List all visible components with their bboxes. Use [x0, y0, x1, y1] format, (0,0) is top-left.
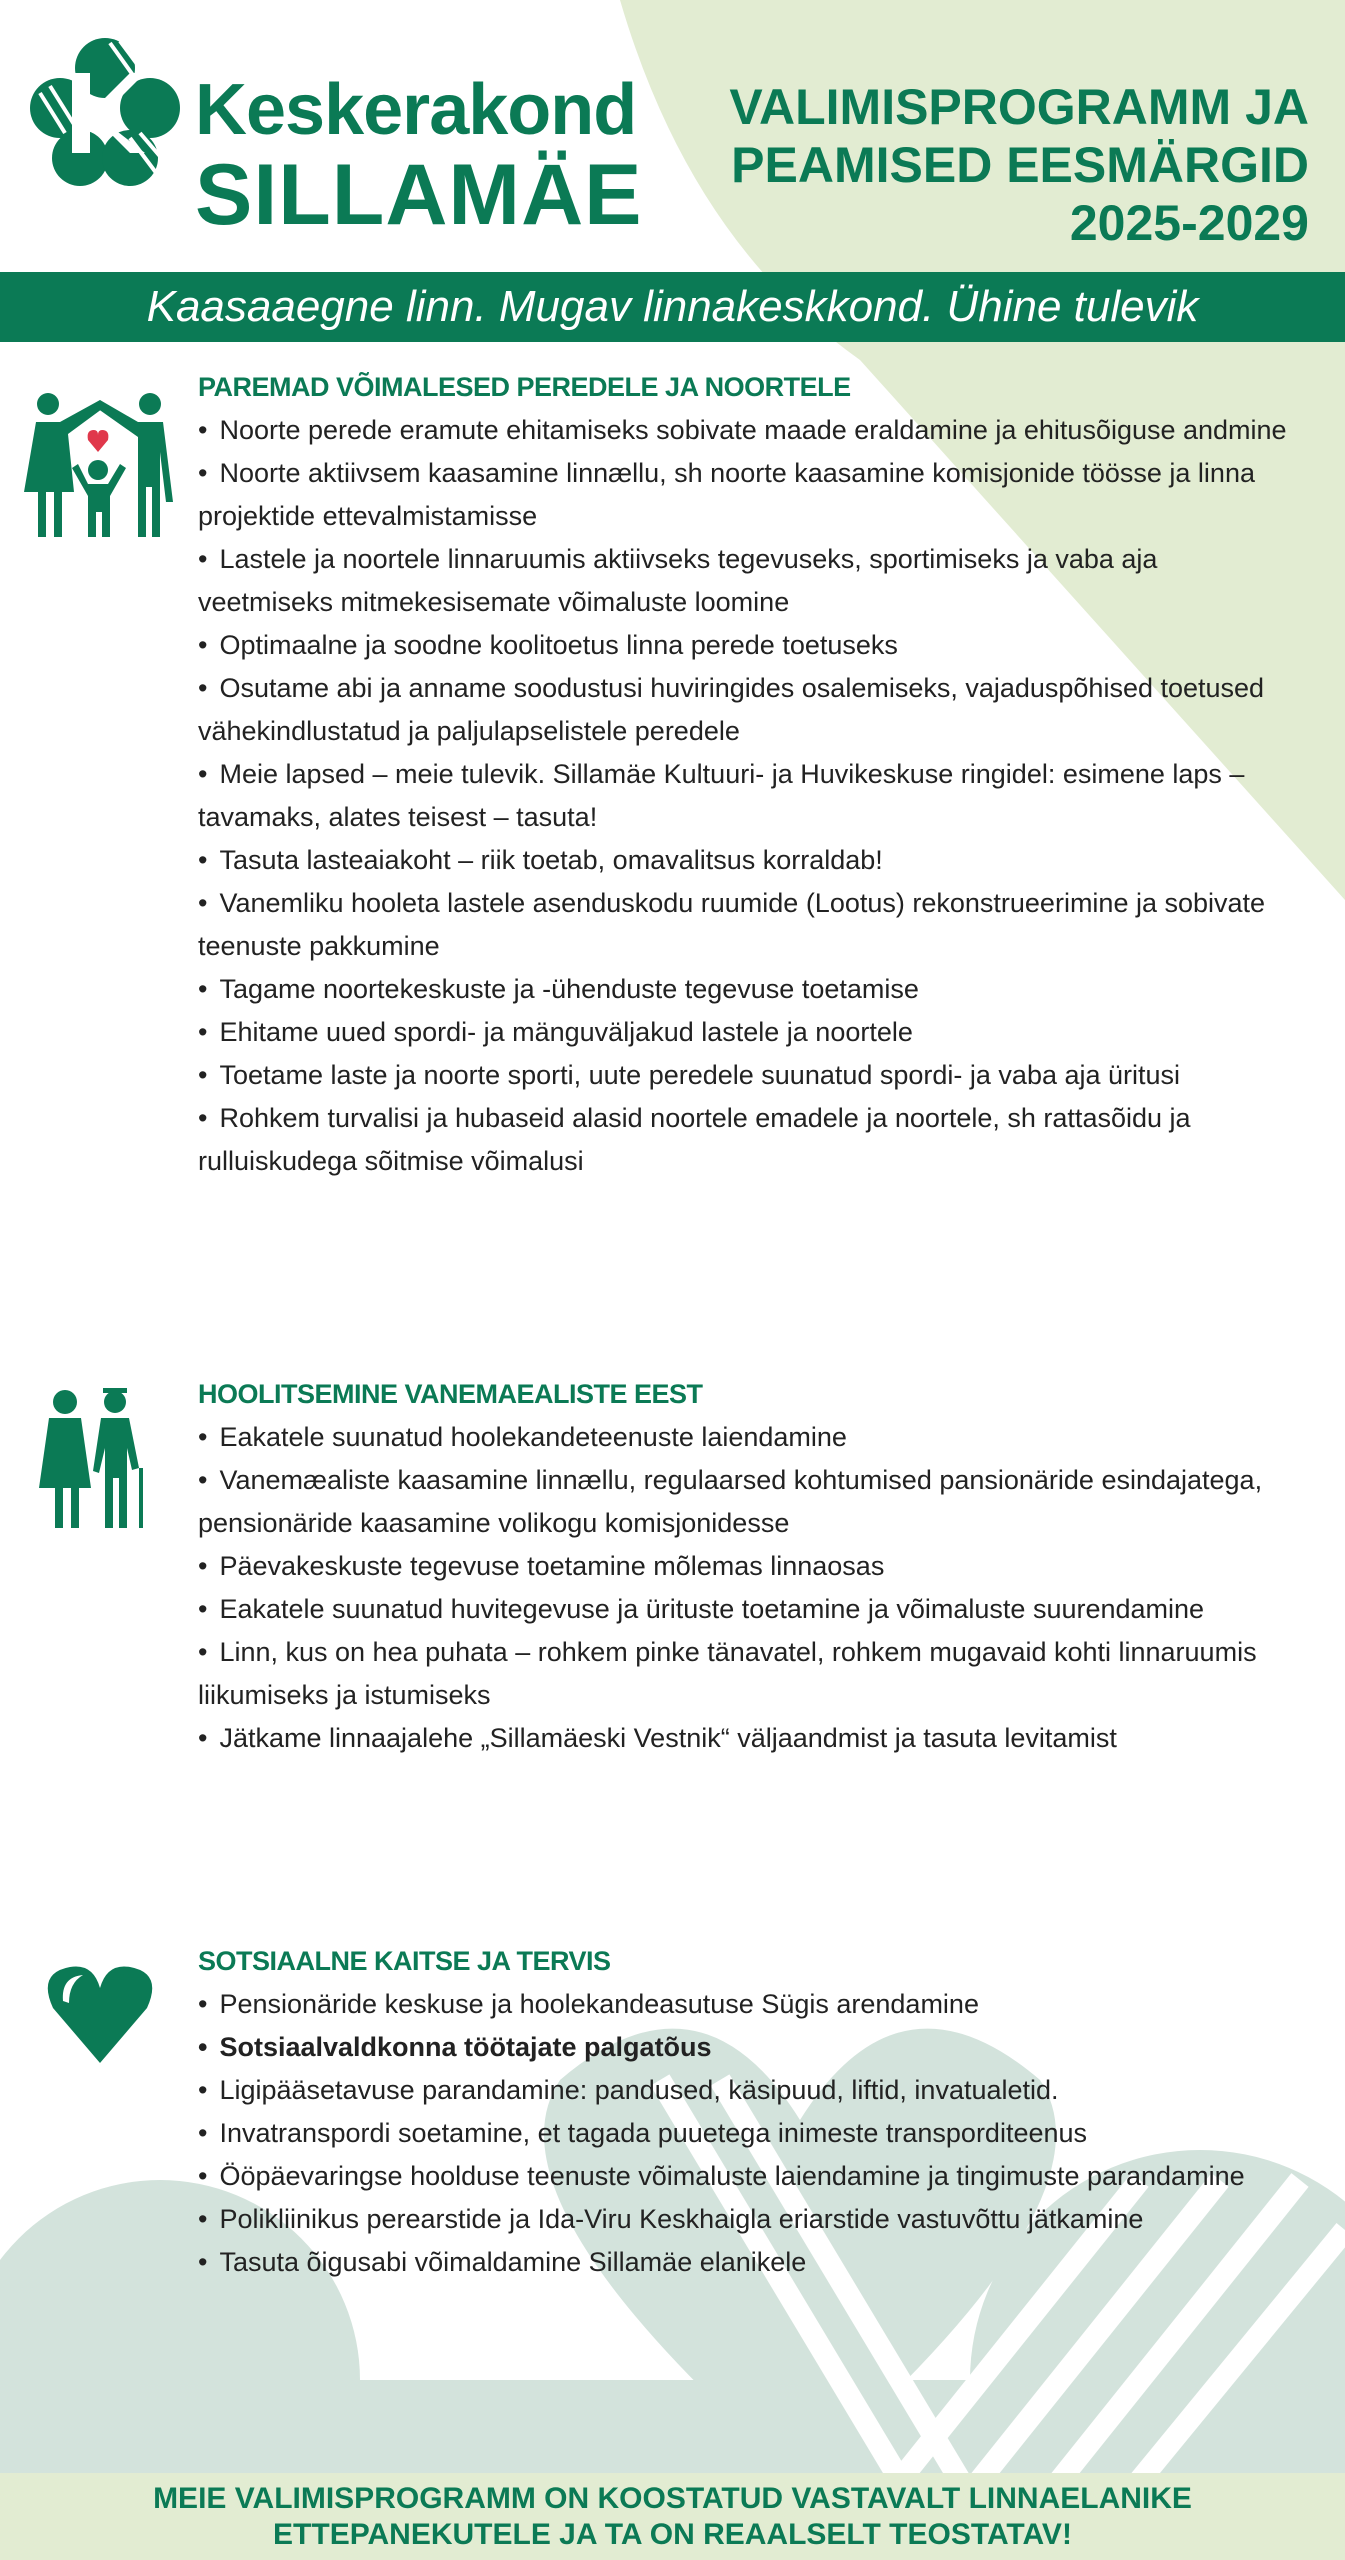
- page-title: [729, 78, 1309, 252]
- title-line: VALIMISPROGRAMM JA: [729, 79, 1309, 135]
- list-item: • Rohkem turvalisi ja hubaseid alasid noortele emadele ja noortele, sh rattasõidu ja rulluiskudega sõitmise võimalusi: [198, 1097, 1298, 1183]
- list-item: • Jätkame linnaajalehe „Sillamäeski Vestnik“ väljaandmist ja tasuta levitamist: [198, 1717, 1298, 1760]
- list-item: • Tasuta õigusabi võimaldamine Sillamäe elanikele: [198, 2241, 1298, 2284]
- city-name: SILLAMÄE: [195, 147, 643, 243]
- title-line: PEAMISED EESMÄRGID: [731, 137, 1309, 193]
- list-item: • Osutame abi ja anname soodustusi huviringides osalemiseks, vajaduspõhised toetused vähekindlustatud ja paljulapselistele peredele: [198, 667, 1298, 753]
- section-title: PAREMAD VÕIMALESED PEREDELE JA NOORTELE: [198, 372, 851, 402]
- list-item: • Vanemliku hooleta lastele asenduskodu ruumide (Lootus) rekonstrueerimine ja sobivate teenuste pakkumine: [198, 882, 1298, 968]
- section-elderly: [198, 1379, 1298, 1760]
- section-families: [198, 372, 1298, 1183]
- bullet-list: [198, 409, 1298, 1183]
- list-item: • Invatranspordi soetamine, et tagada puuetega inimeste transporditeenus: [198, 2112, 1298, 2155]
- section-title: HOOLITSEMINE VANEMAEALISTE EEST: [198, 1379, 703, 1409]
- list-item: • Pensionäride keskuse ja hoolekandeasutuse Sügis arendamine: [198, 1983, 1298, 2026]
- list-item: • Lastele ja noortele linnaruumis aktiivseks tegevuseks, sportimiseks ja vaba aja veetmiseks mitmekesisemate võimaluste loomine: [198, 538, 1298, 624]
- slogan-band: Kaasaaegne linn. Mugav linnakeskkond. Ühine tulevik: [0, 272, 1345, 342]
- list-item: • Ööpäevaringse hoolduse teenuste võimaluste laiendamine ja tingimuste parandamine: [198, 2155, 1298, 2198]
- heart-icon: [45, 1963, 155, 2063]
- footer-banner: [0, 2473, 1345, 2560]
- bullet-list: [198, 1416, 1298, 1760]
- footer-line: MEIE VALIMISPROGRAMM ON KOOSTATUD VASTAVALT LINNAELANIKE: [153, 2482, 1192, 2515]
- list-item: • Noorte perede eramute ehitamiseks sobivate maade eraldamine ja ehitusõiguse andmine: [198, 409, 1298, 452]
- bullet-list: [198, 1983, 1298, 2284]
- family-icon: [18, 392, 180, 537]
- list-item: • Toetame laste ja noorte sporti, uute peredele suunatud spordi- ja vaba aja üritusi: [198, 1054, 1298, 1097]
- heart-red-icon: [88, 430, 109, 452]
- list-item: • Optimaalne ja soodne koolitoetus linna perede toetuseks: [198, 624, 1298, 667]
- list-item: • Tasuta lasteaiakoht – riik toetab, omavalitsus korraldab!: [198, 839, 1298, 882]
- brand-block: [195, 70, 643, 243]
- elderly-couple-icon: [35, 1388, 160, 1528]
- list-item: • Meie lapsed – meie tulevik. Sillamäe Kultuuri- ja Huvikeskuse ringidel: esimene laps – tavamaks, alates teisest – tasuta!: [198, 753, 1298, 839]
- list-item: • Eakatele suunatud hoolekandeteenuste laiendamine: [198, 1416, 1298, 1459]
- list-item: • Eakatele suunatud huvitegevuse ja ürituste toetamine ja võimaluste suurendamine: [198, 1588, 1298, 1631]
- list-item: • Päevakeskuste tegevuse toetamine mõlemas linnaosas: [198, 1545, 1298, 1588]
- title-line: 2025-2029: [1069, 195, 1309, 251]
- list-item: • Vanemæaliste kaasamine linnællu, regulaarsed kohtumised pansionäride esindajatega, pensionäride kaasamine volikogu komisjonidesse: [198, 1459, 1298, 1545]
- list-item: • Ligipääsetavuse parandamine: pandused, käsipuud, liftid, invatualetid.: [198, 2069, 1298, 2112]
- list-item: • Linn, kus on hea puhata – rohkem pinke tänavatel, rohkem mugavaid kohti linnaruumis liikumiseks ja istumiseks: [198, 1631, 1298, 1717]
- section-social: [198, 1946, 1298, 2284]
- section-title: SOTSIAALNE KAITSE JA TERVIS: [198, 1946, 611, 1976]
- list-item: • Tagame noortekeskuste ja -ühenduste tegevuse toetamise: [198, 968, 1298, 1011]
- footer-line: ETTEPANEKUTELE JA TA ON REAALSELT TEOSTATAV!: [273, 2518, 1072, 2551]
- list-item: • Ehitame uued spordi- ja mänguväljakud lastele ja noortele: [198, 1011, 1298, 1054]
- list-item: • Noorte aktiivsem kaasamine linnællu, sh noorte kaasamine komisjonide töösse ja linna projektide ettevalmistamisse: [198, 452, 1298, 538]
- brand-name: Keskerakond: [195, 70, 637, 150]
- list-item: • Sotsiaalvaldkonna töötajate palgatõus: [198, 2026, 1298, 2069]
- keskerakond-logo: [30, 38, 180, 188]
- list-item: • Polikliinikus perearstide ja Ida-Viru Keskhaigla eriarstide vastuvõttu jätkamine: [198, 2198, 1298, 2241]
